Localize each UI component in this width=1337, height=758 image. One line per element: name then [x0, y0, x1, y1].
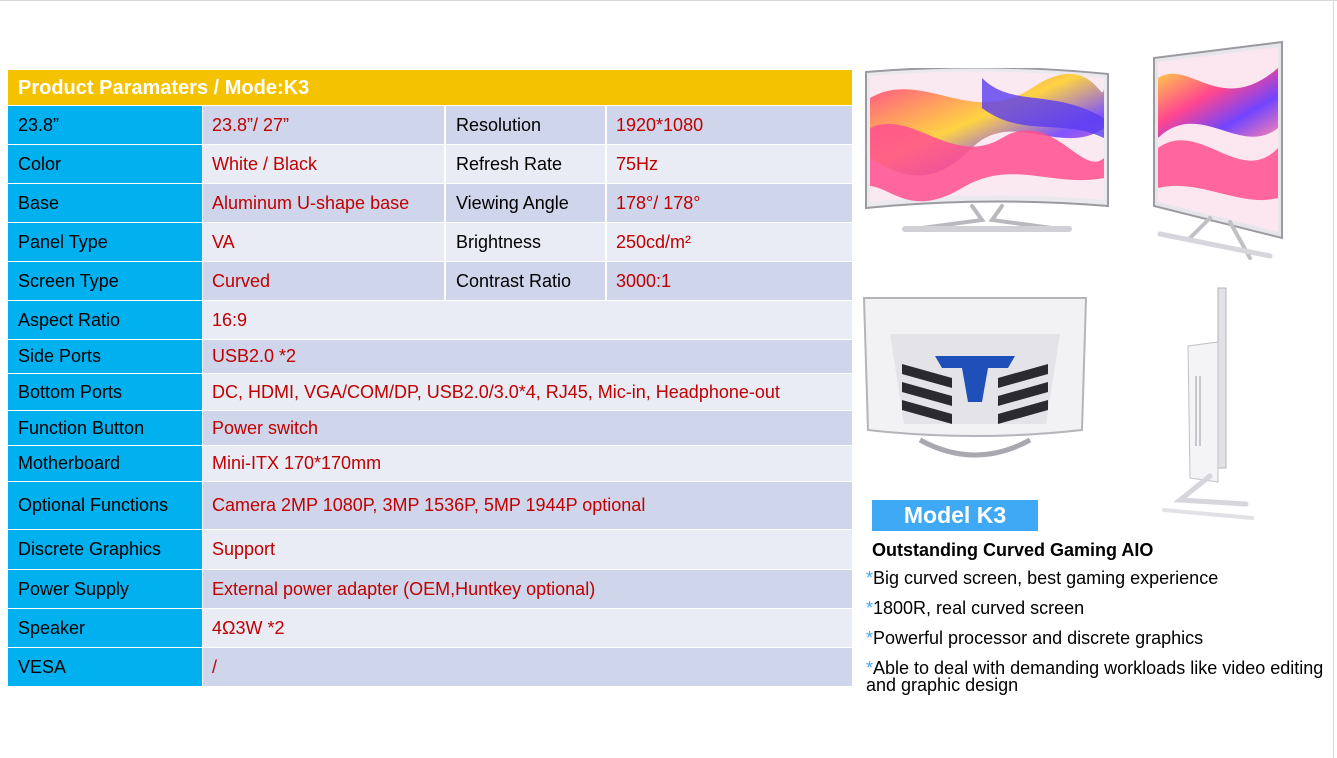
- bullet-star: *: [866, 568, 874, 588]
- spec-table-title: Product Paramaters / Mode:K3: [8, 70, 852, 105]
- row-label: Aspect Ratio: [8, 301, 202, 339]
- row-value-secondary: 3000:1: [606, 262, 852, 300]
- row-value: VA: [203, 223, 444, 261]
- row-label: Color: [8, 145, 202, 183]
- row-label: Base: [8, 184, 202, 222]
- feature-item: [866, 570, 1326, 587]
- row-label: Discrete Graphics: [8, 530, 202, 569]
- table-row: [8, 410, 852, 445]
- table-row: [8, 105, 852, 144]
- table-row: [8, 261, 852, 300]
- model-subtitle: Outstanding Curved Gaming AIO: [872, 540, 1154, 560]
- feature-text: Powerful processor and discrete graphics: [873, 628, 1204, 648]
- bullet-star: *: [866, 658, 874, 678]
- row-value: Aluminum U-shape base: [203, 184, 444, 222]
- table-row: [8, 373, 852, 410]
- table-row: [8, 222, 852, 261]
- table-row: [8, 183, 852, 222]
- row-label: 23.8”: [8, 106, 202, 144]
- top-border: [0, 0, 1337, 1]
- feature-item: [866, 660, 1326, 694]
- table-row: [8, 481, 852, 529]
- row-value: 23.8”/ 27”: [203, 106, 444, 144]
- row-value: Power switch: [203, 411, 852, 445]
- row-value: 16:9: [203, 301, 852, 339]
- feature-text: Able to deal with demanding workloads like video editing and graphic design: [866, 658, 1324, 695]
- row-value: Support: [203, 530, 852, 569]
- row-value: USB2.0 *2: [203, 340, 852, 373]
- feature-text: 1800R, real curved screen: [873, 598, 1085, 618]
- row-value: External power adapter (OEM,Huntkey optional): [203, 570, 852, 608]
- right-border: [1333, 0, 1334, 758]
- row-label-secondary: Contrast Ratio: [445, 262, 605, 300]
- row-label-secondary: Brightness: [445, 223, 605, 261]
- row-label-secondary: Resolution: [445, 106, 605, 144]
- feature-list: [866, 570, 1326, 707]
- row-value: White / Black: [203, 145, 444, 183]
- row-value-secondary: 1920*1080: [606, 106, 852, 144]
- monitor-angled-image: [1150, 38, 1290, 264]
- row-value: 4Ω3W *2: [203, 609, 852, 647]
- row-label: Side Ports: [8, 340, 202, 373]
- table-row: [8, 647, 852, 686]
- row-label: Function Button: [8, 411, 202, 445]
- spec-table: [8, 70, 852, 686]
- model-badge: Model K3: [872, 500, 1038, 531]
- feature-item: [866, 630, 1326, 647]
- row-label: VESA: [8, 648, 202, 686]
- row-label: Screen Type: [8, 262, 202, 300]
- row-label: Power Supply: [8, 570, 202, 608]
- bullet-star: *: [866, 628, 874, 648]
- row-label-secondary: Refresh Rate: [445, 145, 605, 183]
- row-value-secondary: 75Hz: [606, 145, 852, 183]
- bullet-star: *: [866, 598, 874, 618]
- table-row: [8, 300, 852, 339]
- table-row: [8, 445, 852, 481]
- row-value: DC, HDMI, VGA/COM/DP, USB2.0/3.0*4, RJ45, Mic-in, Headphone-out: [203, 374, 852, 410]
- row-value-secondary: 178°/ 178°: [606, 184, 852, 222]
- row-value: Camera 2MP 1080P, 3MP 1536P, 5MP 1944P optional: [203, 482, 852, 529]
- table-row: [8, 144, 852, 183]
- row-value-secondary: 250cd/m²: [606, 223, 852, 261]
- table-row: [8, 569, 852, 608]
- feature-text: Big curved screen, best gaming experience: [873, 568, 1219, 588]
- row-value: Curved: [203, 262, 444, 300]
- feature-item: [866, 600, 1326, 617]
- table-row: [8, 339, 852, 373]
- table-row: [8, 529, 852, 569]
- row-value: Mini-ITX 170*170mm: [203, 446, 852, 481]
- row-value: /: [203, 648, 852, 686]
- monitor-back-image: [860, 294, 1090, 474]
- row-label-secondary: Viewing Angle: [445, 184, 605, 222]
- monitor-front-image: [862, 68, 1116, 248]
- monitor-profile-image: [1160, 286, 1256, 522]
- row-label: Optional Functions: [8, 482, 202, 529]
- row-label: Panel Type: [8, 223, 202, 261]
- row-label: Bottom Ports: [8, 374, 202, 410]
- table-row: [8, 608, 852, 647]
- row-label: Speaker: [8, 609, 202, 647]
- row-label: Motherboard: [8, 446, 202, 481]
